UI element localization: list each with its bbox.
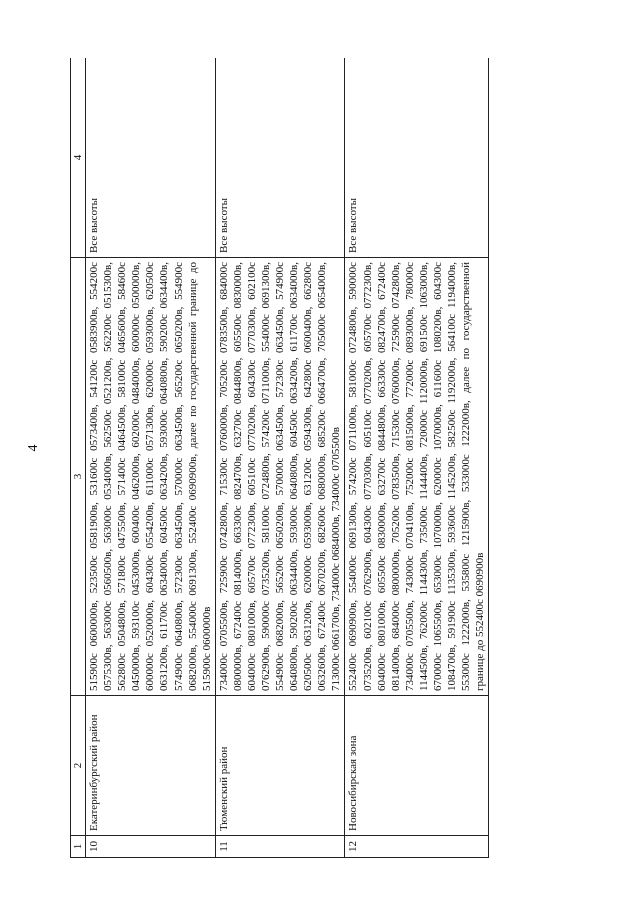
zone-coordinates: 552400с 0690900в, 554000с 0691300в, 574200с 0711000в, 581000с 0724800в, 590000с 0735200в, 602100с 0762900в, 604300с 0770300в, 605100с 0770200в, 605700с 0772300в, 604000с 0801000в, 605500с 0830000в, 632700с 0844800в, 663300с 0824700в, 672400с 0814000в, 684000с 0800000в, 705200с 0783500в, 715300с 0760000в, 725900с 0742800в, 734000с 0705500в, 743000с 0704100в, 752000с 0815000в, 772000с 0893000в, 780000с 1144500в, 762000с 1144300в, 735000с 1144400в, 720000с 1120000в, 691500с 1063000в, 670000с 1065500в, 653000с 1070000в, 620000с 1070000в, 611600с 1080200в, 604300с 1084700в, 591900с 1135300в, 593600с 1145200в, 582500с 1192000в, 564100с 1194000в, 553000с 1222000в, 535800с 1215900в, 533000с 1222000в, далее по государственной границе до 552400с 0690900в xyxy=(345,258,489,696)
zone-name: Новосибирская зона xyxy=(345,696,489,836)
table-sheet xyxy=(70,58,620,858)
row-number: 10 xyxy=(86,836,216,858)
rotated-table-container xyxy=(70,58,620,858)
table-row xyxy=(86,58,216,858)
row-number: 11 xyxy=(215,836,345,858)
zone-name: Тюменский район xyxy=(215,696,345,836)
zone-heights: Все высоты xyxy=(86,58,216,258)
zones-table xyxy=(70,58,489,858)
table-row xyxy=(345,58,489,858)
header-col-4: 4 xyxy=(71,58,86,258)
zone-coordinates: 734000с 0705500в, 725900с 0742800в, 715300с 0760000в, 705200с 0783500в, 684000с 0800000в, 672400с 0814000в, 663300с 0824700в, 632700с 0844800в, 605500с 0830000в, 604000с 0801000в, 605700с 0772300в, 605100с 0770200в, 604300с 0770300в, 602100с 0762900в, 590000с 0735200в, 581000с 0724800в, 574200с 0711000в, 554000с 0691300в, 554900с 0682000в, 565200с 0650200в, 570000с 0634500в, 572300с 0634500в, 574900с 0640800в, 590200с 0634400в, 593000с 0640800в, 604500с 0634200в, 611700с 0634000в, 620500с 0631200в, 620000с 0593000в, 631200с 0594300в, 642800с 0600400в, 662800с 0632600в, 672400с 0670200в, 682600с 0680000в, 685200с 0664700в, 705000с 0654000в, 713000с 0661700в, 734000с 0684000в, 734000с 0705500в xyxy=(215,258,345,696)
row-number: 12 xyxy=(345,836,489,858)
page-number: 4 xyxy=(26,444,41,452)
header-row xyxy=(71,58,86,858)
zone-heights: Все высоты xyxy=(345,58,489,258)
zone-coordinates: 515900с 0600000в, 523500с 0581900в, 531600с 0573400в, 541200с 0583900в, 554200с 0575300в, 563000с 0560500в, 563000с 0534000в, 562500с 0521200в, 562200с 0515300в, 562800с 0504800в, 571800с 0475500в, 571400с 0464500в, 581000с 0465600в, 584600с 0450000в, 593100с 0453000в, 600400с 0462000в, 602000с 0484000в, 600000с 0500000в, 600000с 0520000в, 604300с 0554200в, 611000с 0571300в, 620000с 0593000в, 620500с 0631200в, 611700с 0634000в, 604500с 0634200в, 593000с 0640800в, 590200с 0634400в, 574900с 0640800в, 572300с 0634500в, 570000с 0634500в, 565200с 0650200в, 554900с 0682000в, 554000с 0691300в, 552400с 0690900в, далее по государственной границе до 515900с 0600000в xyxy=(86,258,216,696)
zone-heights: Все высоты xyxy=(215,58,345,258)
zone-name: Екатеринбургский район xyxy=(86,696,216,836)
table-row xyxy=(215,58,345,858)
header-col-2: 2 xyxy=(71,696,86,836)
header-col-3: 3 xyxy=(71,258,86,696)
header-col-1: 1 xyxy=(71,836,86,858)
